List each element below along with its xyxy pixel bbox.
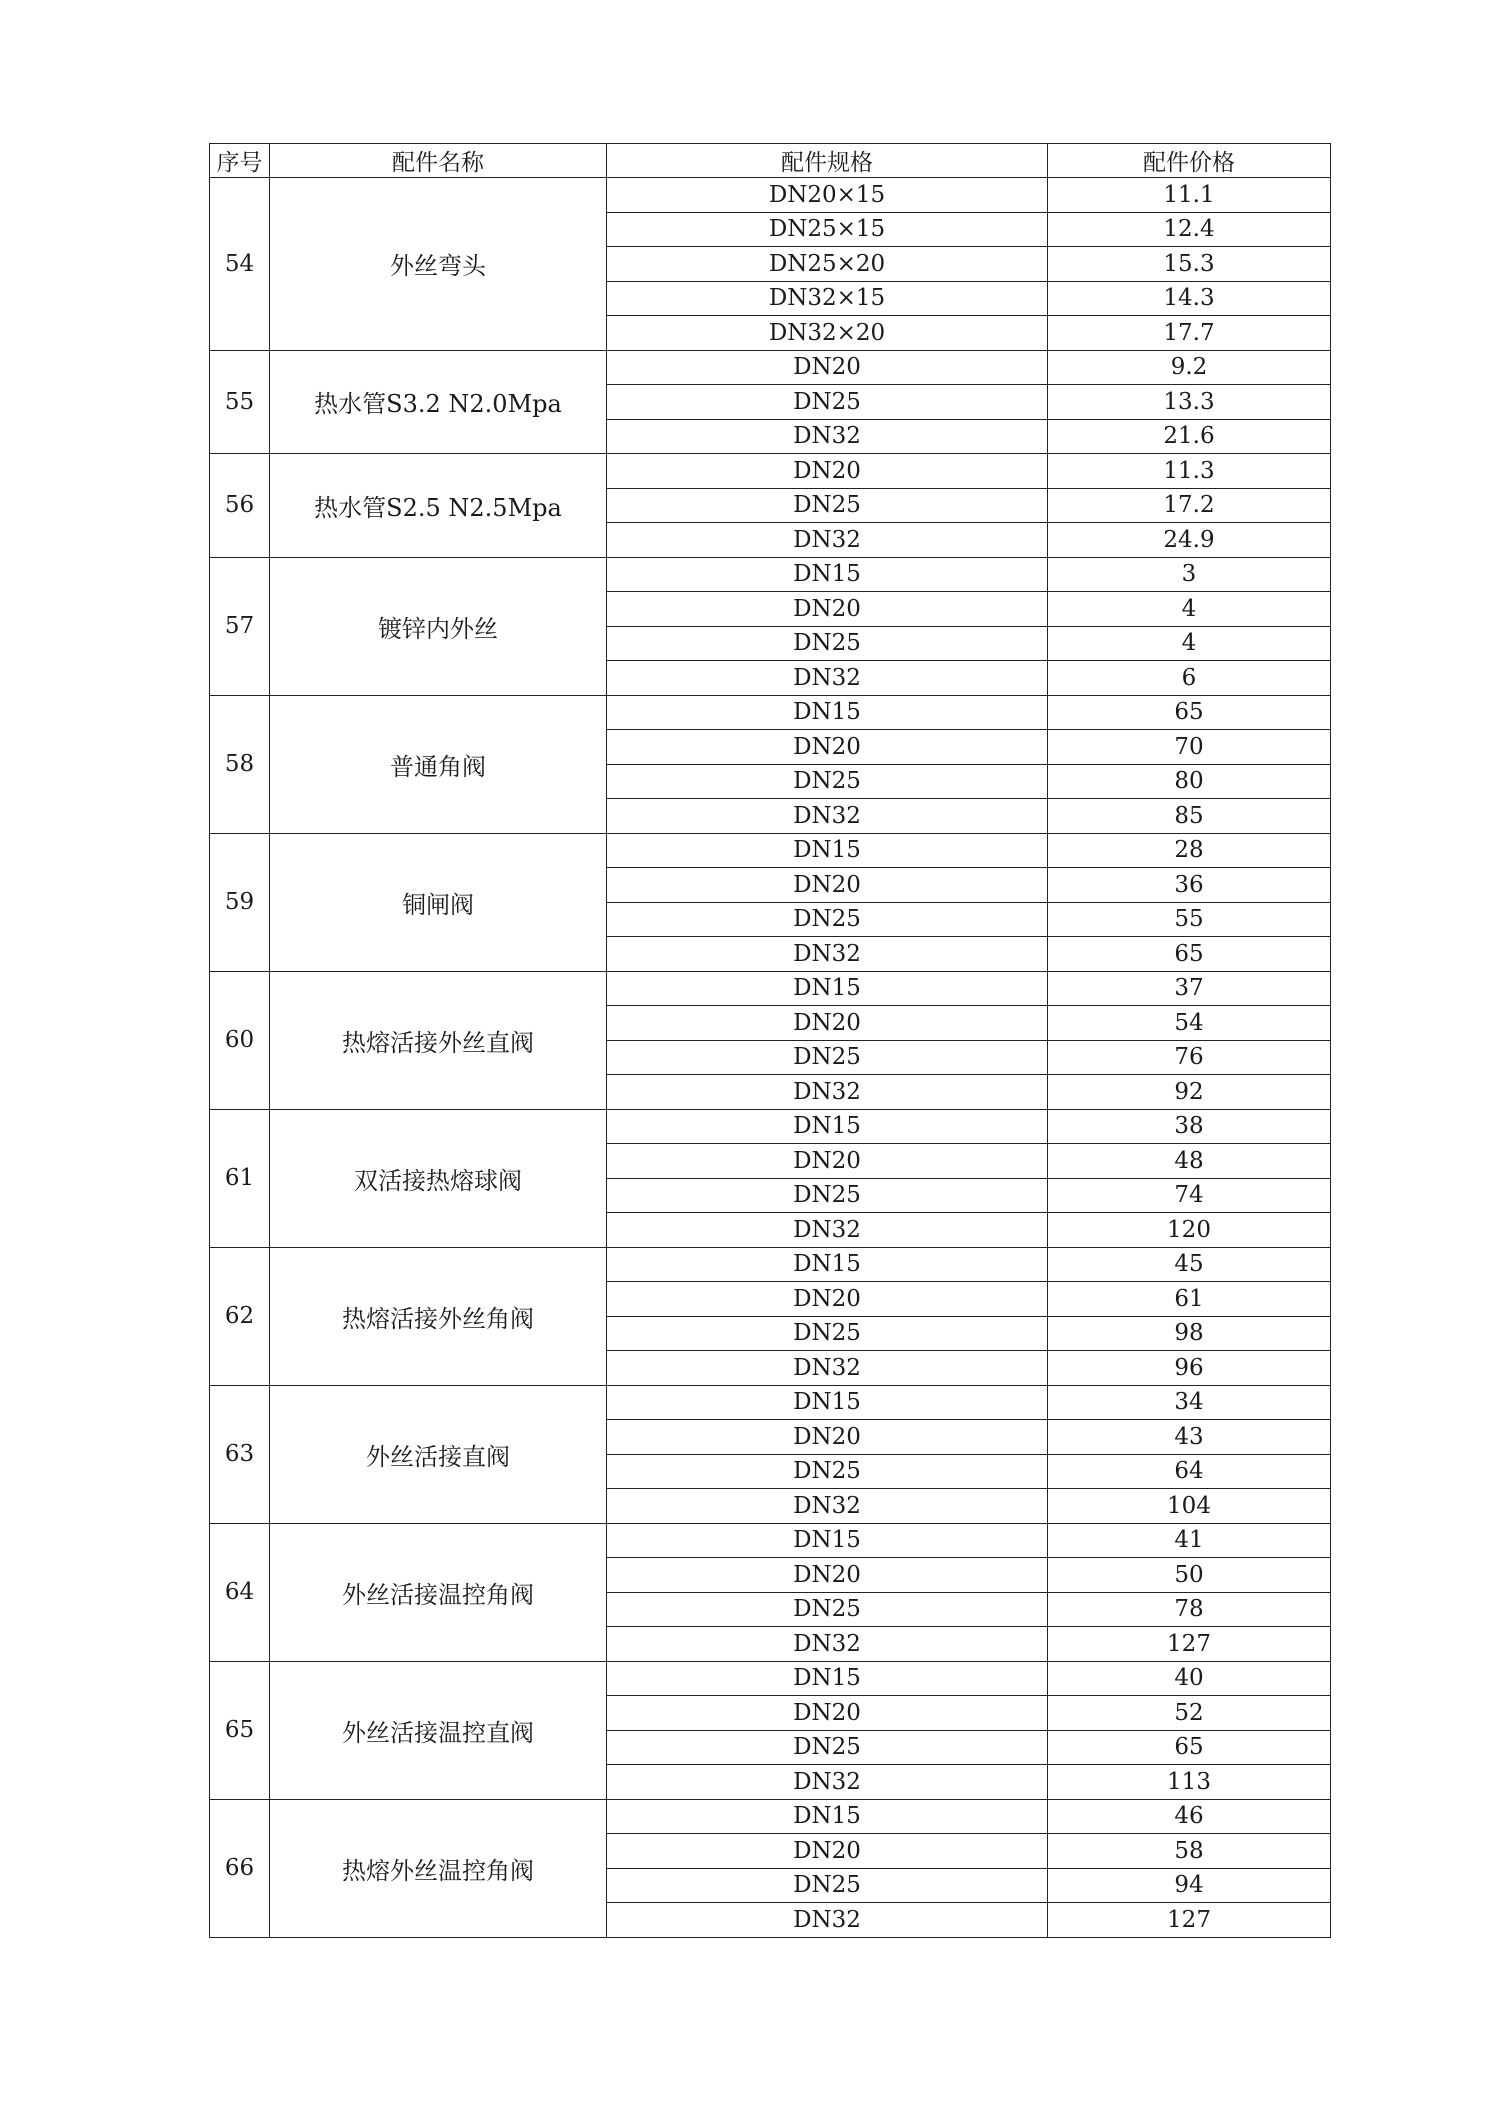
table-row	[210, 1385, 1331, 1420]
part-name-cell: 热熔活接外丝角阀	[270, 1247, 607, 1385]
part-spec-cell: DN20×15	[607, 178, 1048, 213]
part-name-cell: 双活接热熔球阀	[270, 1109, 607, 1247]
part-price-cell: 92	[1048, 1075, 1331, 1110]
serial-number-cell: 60	[210, 971, 270, 1109]
part-name-cell: 外丝弯头	[270, 178, 607, 351]
part-spec-cell: DN25	[607, 1454, 1048, 1489]
header-part-name: 配件名称	[270, 144, 607, 178]
part-price-cell: 85	[1048, 799, 1331, 834]
part-spec-cell: DN25	[607, 1730, 1048, 1765]
part-spec-cell: DN15	[607, 1523, 1048, 1558]
table-row	[210, 1799, 1331, 1834]
part-spec-cell: DN20	[607, 1558, 1048, 1593]
part-spec-cell: DN32	[607, 661, 1048, 696]
part-price-cell: 11.1	[1048, 178, 1331, 213]
serial-number-cell: 58	[210, 695, 270, 833]
serial-number-cell: 55	[210, 350, 270, 454]
serial-number-cell: 61	[210, 1109, 270, 1247]
part-spec-cell: DN20	[607, 1420, 1048, 1455]
part-price-cell: 65	[1048, 937, 1331, 972]
part-spec-cell: DN15	[607, 1799, 1048, 1834]
part-price-cell: 64	[1048, 1454, 1331, 1489]
table-row	[210, 557, 1331, 592]
part-spec-cell: DN20	[607, 592, 1048, 627]
part-spec-cell: DN15	[607, 833, 1048, 868]
table-row	[210, 454, 1331, 489]
part-price-cell: 17.2	[1048, 488, 1331, 523]
part-price-cell: 17.7	[1048, 316, 1331, 351]
part-price-cell: 15.3	[1048, 247, 1331, 282]
part-name-cell: 外丝活接温控直阀	[270, 1661, 607, 1799]
part-spec-cell: DN20	[607, 350, 1048, 385]
part-price-cell: 78	[1048, 1592, 1331, 1627]
part-spec-cell: DN20	[607, 1006, 1048, 1041]
part-price-cell: 13.3	[1048, 385, 1331, 420]
part-spec-cell: DN15	[607, 971, 1048, 1006]
part-price-cell: 94	[1048, 1868, 1331, 1903]
part-spec-cell: DN25	[607, 764, 1048, 799]
part-price-cell: 96	[1048, 1351, 1331, 1386]
part-spec-cell: DN20	[607, 730, 1048, 765]
part-price-cell: 52	[1048, 1696, 1331, 1731]
part-price-cell: 74	[1048, 1178, 1331, 1213]
part-spec-cell: DN32	[607, 419, 1048, 454]
part-name-cell: 热水管S2.5 N2.5Mpa	[270, 454, 607, 558]
part-spec-cell: DN25×15	[607, 212, 1048, 247]
header-part-spec: 配件规格	[607, 144, 1048, 178]
part-price-cell: 50	[1048, 1558, 1331, 1593]
part-price-cell: 3	[1048, 557, 1331, 592]
part-name-cell: 热熔活接外丝直阀	[270, 971, 607, 1109]
serial-number-cell: 64	[210, 1523, 270, 1661]
serial-number-cell: 63	[210, 1385, 270, 1523]
part-price-cell: 61	[1048, 1282, 1331, 1317]
part-spec-cell: DN15	[607, 1385, 1048, 1420]
header-serial: 序号	[210, 144, 270, 178]
part-spec-cell: DN25	[607, 1868, 1048, 1903]
part-spec-cell: DN25	[607, 626, 1048, 661]
part-price-cell: 54	[1048, 1006, 1331, 1041]
part-price-cell: 4	[1048, 626, 1331, 661]
part-price-cell: 48	[1048, 1144, 1331, 1179]
part-name-cell: 热熔外丝温控角阀	[270, 1799, 607, 1937]
table-row	[210, 971, 1331, 1006]
part-price-cell: 21.6	[1048, 419, 1331, 454]
part-price-cell: 65	[1048, 695, 1331, 730]
part-spec-cell: DN25	[607, 385, 1048, 420]
part-spec-cell: DN25	[607, 902, 1048, 937]
part-name-cell: 外丝活接直阀	[270, 1385, 607, 1523]
part-price-cell: 46	[1048, 1799, 1331, 1834]
part-spec-cell: DN15	[607, 1109, 1048, 1144]
part-spec-cell: DN32	[607, 799, 1048, 834]
table-row	[210, 1523, 1331, 1558]
part-name-cell: 热水管S3.2 N2.0Mpa	[270, 350, 607, 454]
part-spec-cell: DN32	[607, 937, 1048, 972]
part-spec-cell: DN32	[607, 1627, 1048, 1662]
part-price-cell: 9.2	[1048, 350, 1331, 385]
part-spec-cell: DN25	[607, 1178, 1048, 1213]
table-row	[210, 695, 1331, 730]
part-price-cell: 98	[1048, 1316, 1331, 1351]
part-spec-cell: DN32	[607, 1903, 1048, 1938]
part-spec-cell: DN25×20	[607, 247, 1048, 282]
part-spec-cell: DN32×20	[607, 316, 1048, 351]
part-name-cell: 普通角阀	[270, 695, 607, 833]
table-row	[210, 1109, 1331, 1144]
serial-number-cell: 59	[210, 833, 270, 971]
part-price-cell: 45	[1048, 1247, 1331, 1282]
part-name-cell: 铜闸阀	[270, 833, 607, 971]
price-table	[209, 143, 1331, 1938]
table-row	[210, 350, 1331, 385]
part-price-cell: 120	[1048, 1213, 1331, 1248]
part-spec-cell: DN25	[607, 1316, 1048, 1351]
part-spec-cell: DN25	[607, 1592, 1048, 1627]
part-spec-cell: DN32	[607, 1489, 1048, 1524]
part-price-cell: 65	[1048, 1730, 1331, 1765]
part-spec-cell: DN32×15	[607, 281, 1048, 316]
part-spec-cell: DN15	[607, 557, 1048, 592]
part-price-cell: 104	[1048, 1489, 1331, 1524]
table-row	[210, 1247, 1331, 1282]
part-price-cell: 36	[1048, 868, 1331, 903]
header-row	[210, 144, 1331, 178]
serial-number-cell: 65	[210, 1661, 270, 1799]
serial-number-cell: 66	[210, 1799, 270, 1937]
part-spec-cell: DN25	[607, 1040, 1048, 1075]
part-spec-cell: DN32	[607, 1351, 1048, 1386]
part-spec-cell: DN20	[607, 1282, 1048, 1317]
part-price-cell: 40	[1048, 1661, 1331, 1696]
part-price-cell: 4	[1048, 592, 1331, 627]
part-spec-cell: DN20	[607, 868, 1048, 903]
part-price-cell: 12.4	[1048, 212, 1331, 247]
part-spec-cell: DN32	[607, 1765, 1048, 1800]
part-price-cell: 34	[1048, 1385, 1331, 1420]
part-price-cell: 127	[1048, 1627, 1331, 1662]
serial-number-cell: 56	[210, 454, 270, 558]
part-price-cell: 41	[1048, 1523, 1331, 1558]
part-spec-cell: DN20	[607, 454, 1048, 489]
part-price-cell: 24.9	[1048, 523, 1331, 558]
table-row	[210, 1661, 1331, 1696]
part-price-cell: 11.3	[1048, 454, 1331, 489]
part-spec-cell: DN15	[607, 1661, 1048, 1696]
part-price-cell: 14.3	[1048, 281, 1331, 316]
part-price-cell: 28	[1048, 833, 1331, 868]
part-spec-cell: DN25	[607, 488, 1048, 523]
part-spec-cell: DN20	[607, 1144, 1048, 1179]
part-name-cell: 镀锌内外丝	[270, 557, 607, 695]
part-price-cell: 38	[1048, 1109, 1331, 1144]
serial-number-cell: 57	[210, 557, 270, 695]
part-price-cell: 55	[1048, 902, 1331, 937]
table-body	[210, 178, 1331, 1938]
part-price-cell: 127	[1048, 1903, 1331, 1938]
part-price-cell: 76	[1048, 1040, 1331, 1075]
header-part-price: 配件价格	[1048, 144, 1331, 178]
part-price-cell: 43	[1048, 1420, 1331, 1455]
serial-number-cell: 62	[210, 1247, 270, 1385]
table-row	[210, 833, 1331, 868]
part-spec-cell: DN20	[607, 1696, 1048, 1731]
part-spec-cell: DN32	[607, 523, 1048, 558]
part-spec-cell: DN15	[607, 695, 1048, 730]
part-price-cell: 6	[1048, 661, 1331, 696]
table-row	[210, 178, 1331, 213]
part-name-cell: 外丝活接温控角阀	[270, 1523, 607, 1661]
serial-number-cell: 54	[210, 178, 270, 351]
part-spec-cell: DN20	[607, 1834, 1048, 1869]
part-spec-cell: DN32	[607, 1075, 1048, 1110]
part-spec-cell: DN32	[607, 1213, 1048, 1248]
part-price-cell: 113	[1048, 1765, 1331, 1800]
part-price-cell: 37	[1048, 971, 1331, 1006]
part-price-cell: 80	[1048, 764, 1331, 799]
part-price-cell: 58	[1048, 1834, 1331, 1869]
part-spec-cell: DN15	[607, 1247, 1048, 1282]
part-price-cell: 70	[1048, 730, 1331, 765]
